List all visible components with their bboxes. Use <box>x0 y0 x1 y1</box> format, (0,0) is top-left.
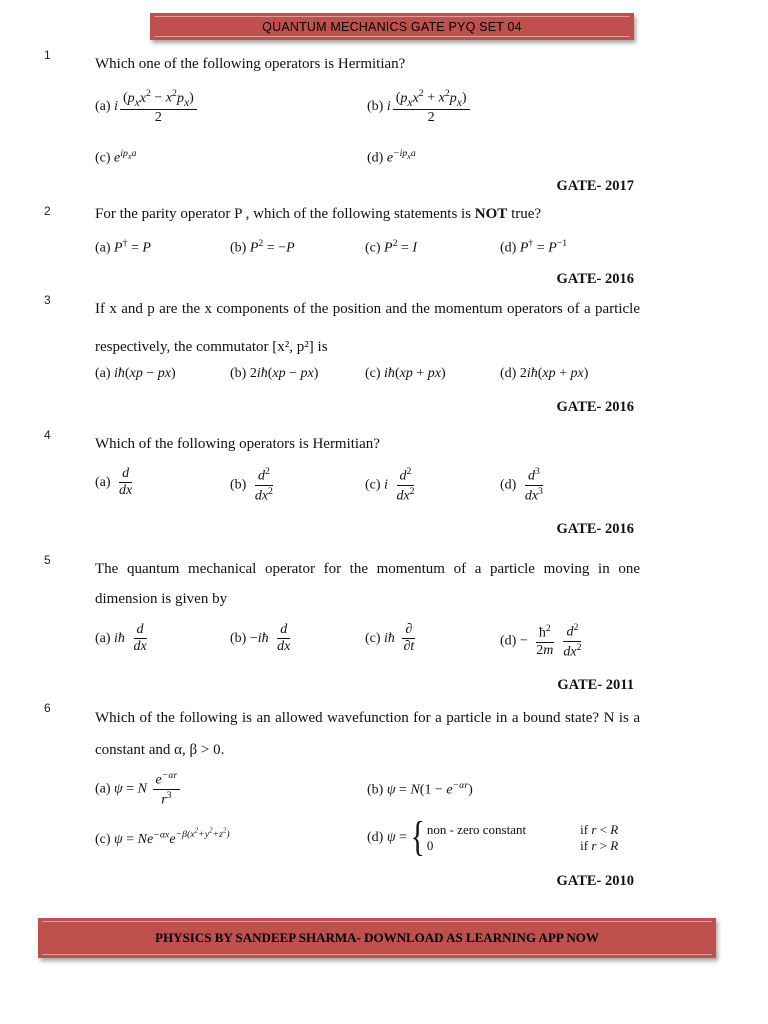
question-number: 6 <box>44 701 51 715</box>
question-text: If x and p are the x components of the position and the momentum operators of a particle respectively, the commutator [x², p²] is <box>95 301 640 355</box>
option-b: (b) i $\frac{(p_xx^2 + x^2p_x)}{2}$ <box>367 88 472 126</box>
option-a: (a) iħ(xp − px) <box>95 366 176 381</box>
question-number: 1 <box>44 48 51 62</box>
option-b: (b) $\frac{d^2}{dx^2}$ <box>230 466 273 504</box>
option-a: (a) i $\frac{(p_xx^2 - x^2p_x)}{2}$ <box>95 88 199 126</box>
question-text: Which of the following is an allowed wavefunction for a particle in a bound state? N is a constant and α, β > 0. <box>95 710 640 758</box>
option-d: (d) $e^{-ip_xa}$ <box>367 148 416 166</box>
option-d: (d) $P^\dagger = P^{-1}$ <box>500 238 568 256</box>
question-text: Which of the following operators is Hermitian? <box>95 436 380 452</box>
page-header-banner <box>150 13 634 40</box>
option-a: (a) $\frac{d}{dx}$ <box>95 466 133 499</box>
question-number: 3 <box>44 293 51 307</box>
option-d: (d) − $\frac{ħ^2}{2m}$ $\frac{d^2}{dx^2}$ <box>500 622 582 660</box>
option-c: (c) iħ(xp + px) <box>365 366 446 381</box>
option-d: (d) ψ = { non - zero constant 0if r < R if r > R <box>367 814 619 861</box>
question-text: For the parity operator P , which of the following statements is NOT true? <box>95 206 542 222</box>
option-a: (a) ψ = N $\frac{e^{-\alpha r}}{r^3}$ <box>95 770 182 809</box>
question-text: The quantum mechanical operator for the momentum of a particle moving in one dimension is given by <box>95 561 640 607</box>
option-b: (b) 2iħ(xp − px) <box>230 366 319 381</box>
option-d: (d) $\frac{d^3}{dx^3}$ <box>500 466 543 504</box>
page-title: QUANTUM MECHANICS GATE PYQ SET 04 <box>262 19 522 34</box>
question-number: 4 <box>44 428 51 442</box>
gate-year: GATE- 2010 <box>556 873 634 889</box>
question-number: 5 <box>44 553 51 567</box>
gate-year: GATE- 2011 <box>557 677 634 693</box>
option-c: (c) $P^2 = I$ <box>365 238 418 256</box>
gate-year: GATE- 2016 <box>556 521 634 537</box>
option-b: (b) $P^2 = -P$ <box>230 238 295 256</box>
option-d: (d) 2iħ(xp + px) <box>500 366 589 381</box>
option-b: (b) −iħ $\frac{d}{dx}$ <box>230 622 291 655</box>
option-c: (c) $\psi = Ne^{-\alpha x}e^{-\beta(x^2+y^2+z^2)}$ <box>95 828 230 847</box>
option-c: (c) iħ $\frac{\partial}{\partial t}$ <box>365 622 415 655</box>
gate-year: GATE- 2016 <box>556 399 634 415</box>
option-a: (a) P† = P <box>95 238 151 256</box>
gate-year: GATE- 2017 <box>556 178 634 194</box>
footer-text: PHYSICS BY SANDEEP SHARMA- DOWNLOAD AS LEARNING APP NOW <box>155 930 599 945</box>
option-c: (c) $e^{ip_xa}$ <box>95 148 137 166</box>
question-text: Which one of the following operators is Hermitian? <box>95 56 406 72</box>
gate-year: GATE- 2016 <box>556 271 634 287</box>
option-b: (b) $\psi = N(1 - e^{-\alpha r})$ <box>367 780 473 798</box>
option-a: (a) iħ $\frac{d}{dx}$ <box>95 622 147 655</box>
question-number: 2 <box>44 204 51 218</box>
footer-banner <box>38 918 716 958</box>
option-c: (c) i $\frac{d^2}{dx^2}$ <box>365 466 415 504</box>
